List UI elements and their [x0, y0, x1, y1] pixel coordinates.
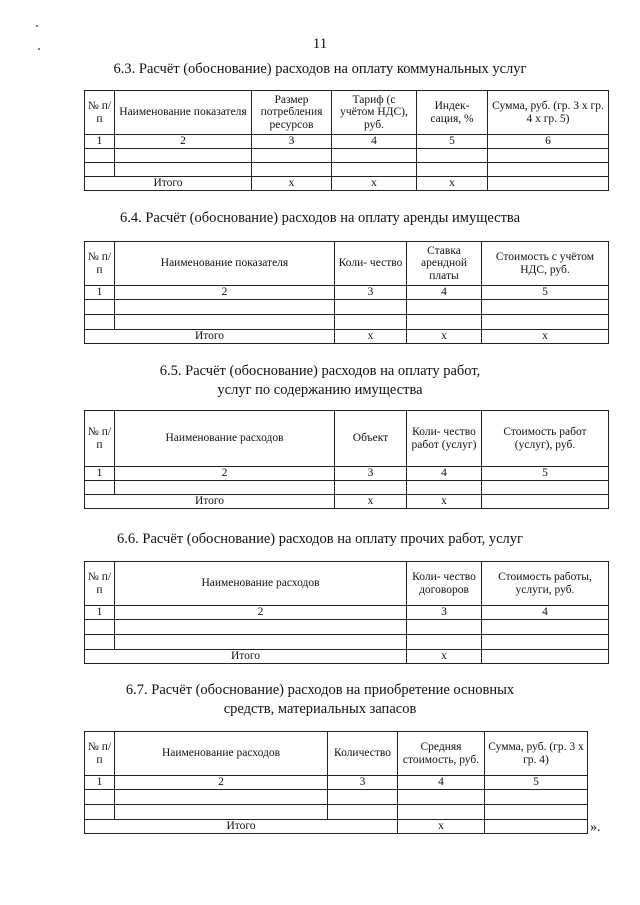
col-number: 5 — [485, 776, 588, 790]
col-number: 3 — [335, 286, 407, 300]
col-number: 3 — [407, 606, 482, 620]
section-6-4-title: 6.4. Расчёт (обоснование) расходов на оплату аренды имущества — [119, 210, 521, 226]
col-header: Количество — [328, 732, 398, 776]
col-header: Сумма, руб. (гр. 3 х гр. 4 х гр. 5) — [488, 91, 609, 135]
col-header: Наименование расходов — [115, 411, 335, 467]
total-cell: x — [482, 330, 609, 344]
col-number: 5 — [482, 286, 609, 300]
col-header: № п/п — [85, 411, 115, 467]
total-cell — [482, 495, 609, 509]
col-header: Стоимость с учётом НДС, руб. — [482, 242, 609, 286]
total-cell: x — [332, 177, 417, 191]
col-number: 1 — [85, 467, 115, 481]
col-number: 5 — [417, 135, 488, 149]
total-cell: x — [417, 177, 488, 191]
col-number: 1 — [85, 286, 115, 300]
total-cell: x — [252, 177, 332, 191]
col-header: Стоимость работ (услуг), руб. — [482, 411, 609, 467]
col-number: 2 — [115, 135, 252, 149]
table-row — [85, 635, 609, 650]
col-header: Наименование расходов — [115, 732, 328, 776]
col-header: Ставка арендной платы — [407, 242, 482, 286]
total-cell — [485, 820, 588, 834]
col-header: Наименование расходов — [115, 562, 407, 606]
col-number: 4 — [407, 467, 482, 481]
table-row — [85, 805, 588, 820]
col-number: 3 — [328, 776, 398, 790]
total-cell: x — [335, 495, 407, 509]
closing-quote: ». — [590, 820, 601, 835]
page-number: 11 — [312, 36, 328, 52]
col-number: 4 — [407, 286, 482, 300]
col-number: 4 — [332, 135, 417, 149]
col-number: 4 — [398, 776, 485, 790]
table-fixed-assets — [84, 731, 588, 834]
section-6-5-title — [0, 362, 640, 400]
col-header: Стоимость работы, услуги, руб. — [482, 562, 609, 606]
col-header: Коли- чество договоров — [407, 562, 482, 606]
col-header: № п/п — [85, 91, 115, 135]
col-number: 2 — [115, 467, 335, 481]
col-header: Коли- чество работ (услуг) — [407, 411, 482, 467]
title-line: средств, материальных запасов — [223, 701, 417, 717]
total-label: Итого — [85, 820, 398, 834]
col-number: 1 — [85, 606, 115, 620]
col-number: 4 — [482, 606, 609, 620]
total-cell: x — [407, 495, 482, 509]
scan-speck — [36, 25, 38, 27]
col-header: Размер потребления ресурсов — [252, 91, 332, 135]
total-label: Итого — [85, 495, 335, 509]
total-label: Итого — [85, 177, 252, 191]
col-number: 1 — [85, 776, 115, 790]
title-line: 6.5. Расчёт (обоснование) расходов на оплату работ, — [159, 363, 481, 379]
table-row — [85, 481, 609, 495]
total-cell — [482, 650, 609, 664]
table-row — [85, 149, 609, 163]
table-other-works — [84, 561, 609, 664]
col-header: Тариф (с учётом НДС), руб. — [332, 91, 417, 135]
col-header: Объект — [335, 411, 407, 467]
col-header: Индек- сация, % — [417, 91, 488, 135]
table-row — [85, 620, 609, 635]
col-header: № п/п — [85, 562, 115, 606]
total-cell: x — [398, 820, 485, 834]
total-cell: x — [407, 650, 482, 664]
table-row — [85, 300, 609, 315]
total-cell: x — [335, 330, 407, 344]
col-number: 2 — [115, 606, 407, 620]
col-number: 3 — [335, 467, 407, 481]
col-header: Коли- чество — [335, 242, 407, 286]
col-number: 5 — [482, 467, 609, 481]
col-number: 1 — [85, 135, 115, 149]
total-cell: x — [407, 330, 482, 344]
table-row — [85, 163, 609, 177]
table-lease — [84, 241, 609, 344]
section-6-6-title: 6.6. Расчёт (обоснование) расходов на оплату прочих работ, услуг — [117, 531, 523, 547]
col-number: 6 — [488, 135, 609, 149]
col-number: 3 — [252, 135, 332, 149]
col-header: Наименование показателя — [115, 242, 335, 286]
total-label: Итого — [85, 650, 407, 664]
col-number: 2 — [115, 776, 328, 790]
col-header: Сумма, руб. (гр. 3 х гр. 4) — [485, 732, 588, 776]
table-row — [85, 790, 588, 805]
col-header: № п/п — [85, 732, 115, 776]
table-row — [85, 315, 609, 330]
col-header: № п/п — [85, 242, 115, 286]
section-6-7-title — [0, 681, 640, 719]
col-header: Наименование показателя — [115, 91, 252, 135]
table-utilities — [84, 90, 609, 191]
total-cell — [488, 177, 609, 191]
table-maintenance — [84, 410, 609, 509]
section-6-3-title: 6.3. Расчёт (обоснование) расходов на оплату коммунальных услуг — [113, 61, 527, 77]
title-line: 6.7. Расчёт (обоснование) расходов на приобретение основных — [125, 682, 515, 698]
title-line: услуг по содержанию имущества — [217, 382, 423, 398]
total-label: Итого — [85, 330, 335, 344]
col-number: 2 — [115, 286, 335, 300]
col-header: Средняя стоимость, руб. — [398, 732, 485, 776]
